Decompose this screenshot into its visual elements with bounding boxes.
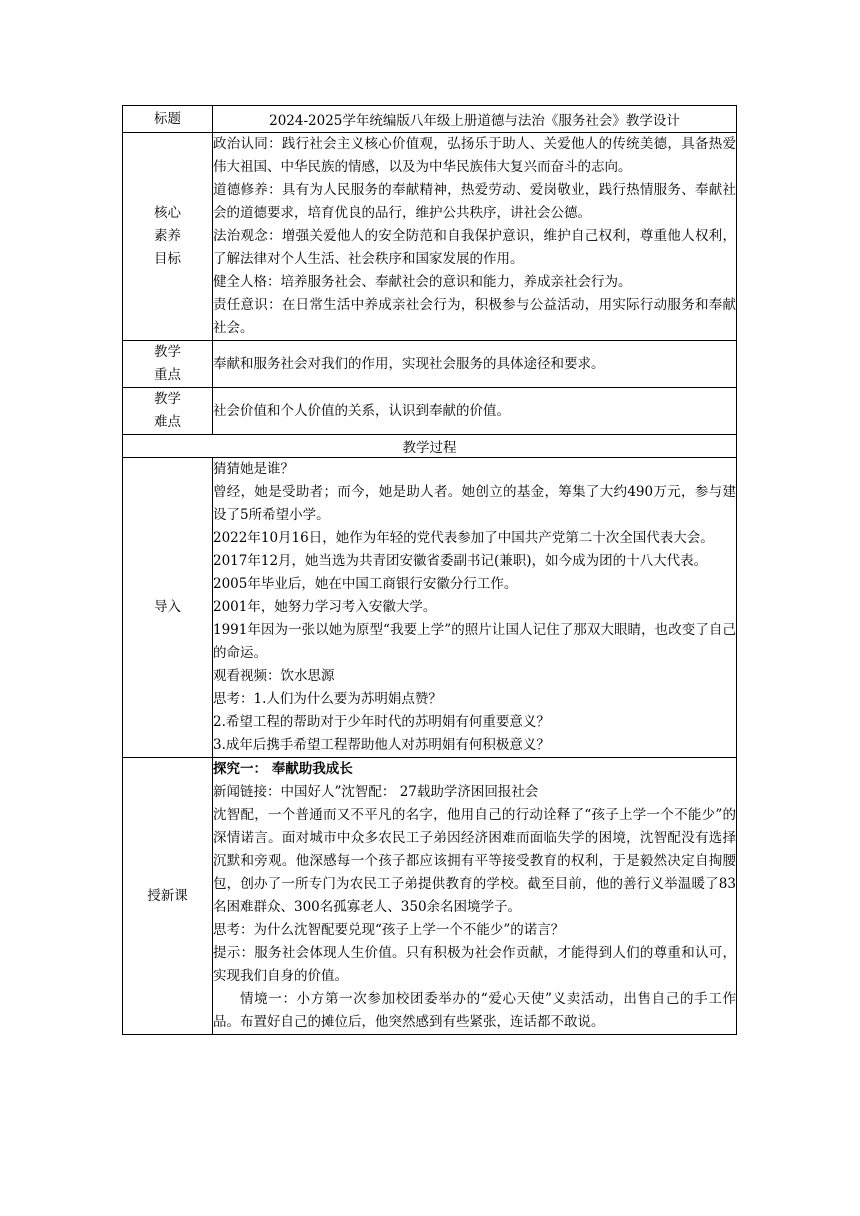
- intro-paragraph: 观看视频：饮水思源: [213, 668, 335, 684]
- difficulty-label-line: 难点: [154, 414, 181, 430]
- goal-responsibility: 责任意识：在日常生活中养成亲社会行为，积极参与公益活动，用实际行动服务和奉献社会。: [213, 297, 736, 336]
- focus-content: 奉献和服务社会对我们的作用，实现社会服务的具体途径和要求。: [213, 341, 737, 388]
- intro-paragraph: 2001年，她努力学习考入安徽大学。: [213, 599, 437, 615]
- focus-label: [123, 341, 213, 388]
- difficulty-row: [123, 388, 737, 435]
- difficulty-content: 社会价值和个人价值的关系，认识到奉献的价值。: [213, 388, 737, 435]
- scenario-paragraph: 情境一：小方第一次参加校团委举办的“爱心天使”义卖活动，出售自己的手工作品。布置好自己的摊位后，他突然感到有些紧张，连话都不敢说。: [213, 991, 736, 1030]
- focus-label-line: 教学: [154, 344, 181, 360]
- new-lesson-content: [213, 758, 737, 1035]
- process-heading-row: [123, 435, 737, 458]
- goal-law: 法治观念：增强关爱他人的安全防范和自我保护意识，维护自己权利，尊重他人权利，了解法律对个人生活、社会秩序和国家发展的作用。: [213, 228, 736, 267]
- core-label-line: 核心: [154, 205, 181, 221]
- intro-paragraph: 猜猜她是谁？: [213, 461, 294, 477]
- intro-content: [213, 458, 737, 758]
- focus-row: [123, 341, 737, 388]
- process-heading: 教学过程: [123, 435, 737, 458]
- core-goals-content: [213, 133, 737, 341]
- new-lesson-label: 授新课: [123, 758, 213, 1035]
- intro-paragraph: 1991年因为一张以她为原型“我要上学”的照片让国人记住了那双大眼睛，也改变了自己的命运。: [213, 622, 736, 661]
- intro-paragraph: 2.希望工程的帮助对于少年时代的苏明娟有何重要意义？: [213, 714, 550, 730]
- intro-paragraph: 3.成年后携手希望工程帮助他人对苏明娟有何积极意义？: [213, 737, 550, 753]
- new-lesson-row: [123, 758, 737, 1035]
- lesson-plan-table: [122, 105, 737, 1035]
- difficulty-label: [123, 388, 213, 435]
- intro-paragraph: 曾经，她是受助者；而今，她是助人者。她创立的基金，筹集了大约490万元，参与建设了5所希望小学。: [213, 484, 736, 523]
- core-goals-label: [123, 133, 213, 341]
- document-title: 2024-2025学年统编版八年级上册道德与法治《服务社会》教学设计: [213, 106, 737, 133]
- title-row: [123, 106, 737, 133]
- explore-heading: 探究一： 奉献助我成长: [213, 761, 353, 777]
- intro-label: 导入: [123, 458, 213, 758]
- intro-paragraph: 思考：1.人们为什么要为苏明娟点赞？: [213, 691, 442, 707]
- goal-political: 政治认同：践行社会主义核心价值观，弘扬乐于助人、关爱他人的传统美德，具备热爱伟大祖国、中华民族的情感，以及为中华民族伟大复兴而奋斗的志向。: [213, 136, 736, 175]
- intro-paragraph: 2005年毕业后，她在中国工商银行安徽分行工作。: [213, 576, 518, 592]
- lesson-paragraph: 新闻链接：中国好人”沈智配： 27载助学济困回报社会: [213, 784, 539, 800]
- difficulty-label-line: 教学: [154, 391, 181, 407]
- intro-paragraph: 2017年12月，她当选为共青团安徽省委副书记(兼职)，如今成为团的十八大代表。: [213, 553, 708, 569]
- lesson-paragraph: 沈智配，一个普通而又不平凡的名字，他用自己的行动诠释了“孩子上学一个不能少”的深情诺言。面对城市中众多农民工子弟因经济困难而面临失学的困境，沈智配没有选择沉默和旁观。他深感每一个孩子都应该拥有平等接受教育的权利，于是毅然决定自掏腰包，创办了一所专门为农民工子弟提供教育的学校。截至目前，他的善行义举温暖了83名困难群众、300名孤寡老人、350余名困境学子。: [213, 807, 736, 915]
- core-label-line: 目标: [154, 251, 181, 267]
- intro-paragraph: 2022年10月16日，她作为年轻的党代表参加了中国共产党第二十次全国代表大会。: [213, 530, 714, 546]
- focus-label-line: 重点: [154, 367, 181, 383]
- goal-personality: 健全人格：培养服务社会、奉献社会的意识和能力，养成亲社会行为。: [213, 274, 632, 290]
- title-label: 标题: [123, 106, 213, 133]
- lesson-paragraph: 提示：服务社会体现人生价值。只有积极为社会作贡献，才能得到人们的尊重和认可，实现我们自身的价值。: [213, 945, 736, 984]
- core-label-line: 素养: [154, 228, 181, 244]
- goal-moral: 道德修养：具有为人民服务的奉献精神，热爱劳动、爱岗敬业，践行热情服务、奉献社会的道德要求，培育优良的品行，维护公共秩序，讲社会公德。: [213, 182, 736, 221]
- core-goals-row: [123, 133, 737, 341]
- intro-row: [123, 458, 737, 758]
- lesson-paragraph: 思考：为什么沈智配要兑现“孩子上学一个不能少”的诺言？: [213, 922, 565, 938]
